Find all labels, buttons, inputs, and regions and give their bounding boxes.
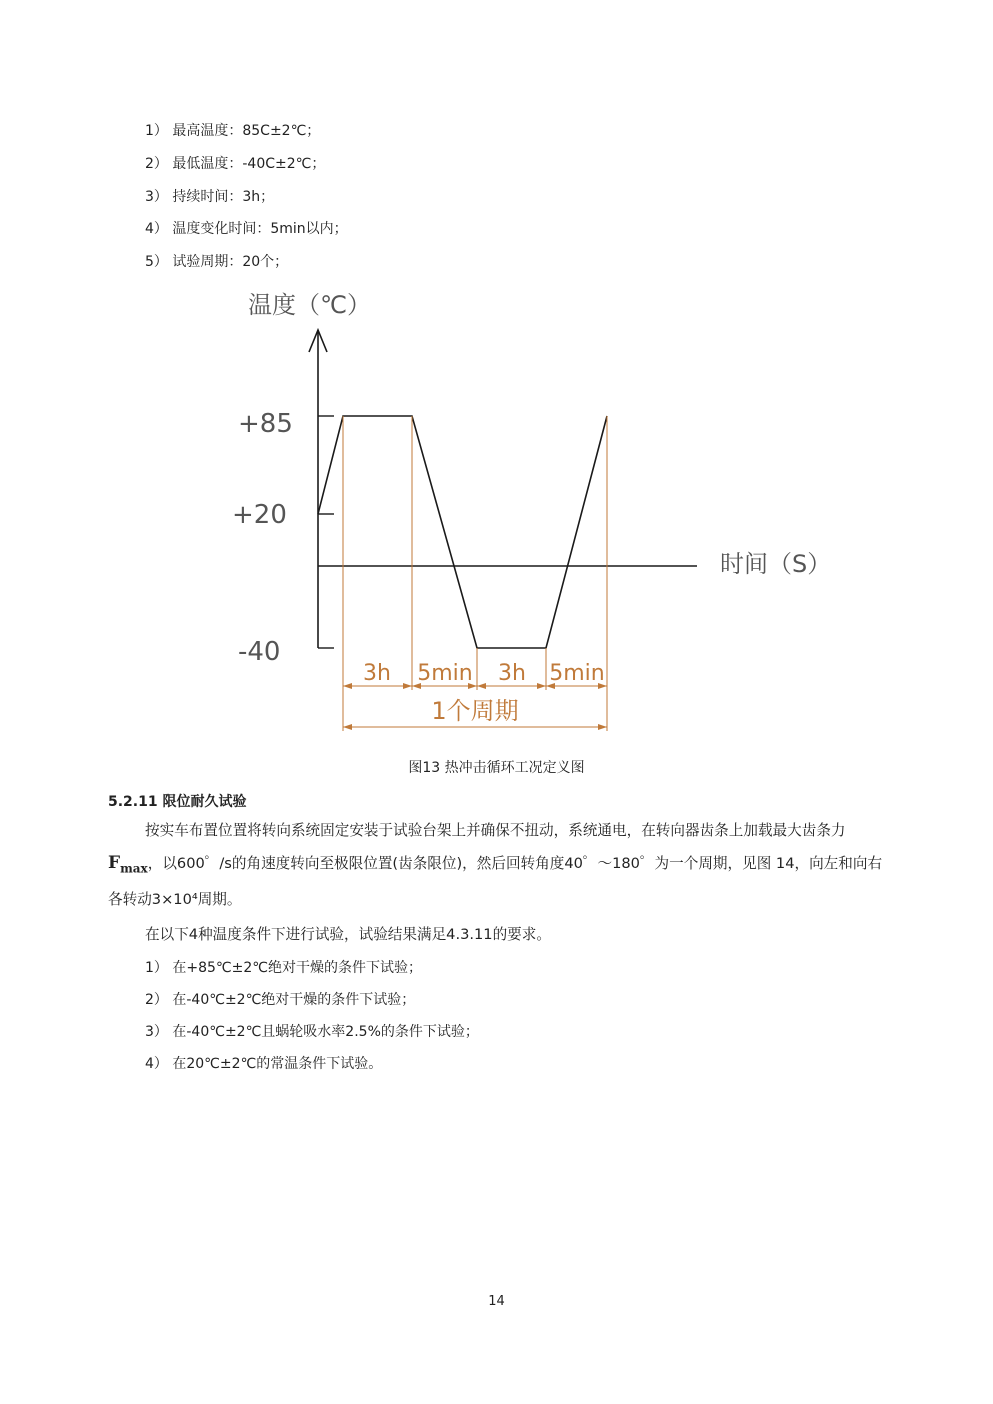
paragraph-1-part-b: ，以600゜/s的角速度转向至极限位置(齿条限位)，然后回转角度40゜～180゜为一个周期，见图 14，向左和向右各转动3×10⁴周期。: [108, 855, 883, 909]
temperature-curve: [318, 416, 607, 648]
y-tick-20: +20: [232, 500, 287, 530]
paragraph-1-part-a: 按实车布置位置将转向系统固定安装于试验台架上并确保不扭动，系统通电，在转向器齿条上加载最大齿条力: [145, 822, 846, 839]
param-cycles: 5） 试验周期：20个；: [145, 254, 289, 270]
param-duration: 3） 持续时间：3h；: [145, 189, 275, 205]
dim-arrow: [537, 683, 546, 689]
param-transition-time: 4） 温度变化时间：5min以内；: [145, 221, 348, 237]
condition-2: 2） 在-40℃±2℃绝对干燥的条件下试验；: [145, 992, 416, 1008]
fmax-main: F: [108, 853, 121, 873]
y-axis-label: 温度（℃）: [248, 291, 371, 319]
condition-1: 1） 在+85℃±2℃绝对干燥的条件下试验；: [145, 960, 422, 976]
fmax-subscript: max: [120, 861, 148, 876]
dim-arrow: [598, 724, 607, 730]
section-paragraph-2: 在以下4种温度条件下进行试验，试验结果满足4.3.11的要求。: [145, 926, 551, 943]
condition-4: 4） 在20℃±2℃的常温条件下试验。: [145, 1056, 383, 1072]
segment-label-5min-1: 5min: [417, 661, 473, 686]
y-tick-85: +85: [238, 409, 293, 439]
dim-arrow: [343, 683, 352, 689]
fmax-symbol: [108, 853, 148, 876]
section-heading: 5.2.11 限位耐久试验: [108, 794, 247, 810]
dim-arrow: [477, 683, 486, 689]
segment-label-5min-2: 5min: [549, 661, 605, 686]
y-tick-minus-40: -40: [238, 637, 281, 667]
figure-caption: 图13 热冲击循环工况定义图: [408, 760, 585, 776]
param-max-temp: 1） 最高温度：85C±2℃；: [145, 123, 321, 139]
segment-label-3h-2: 3h: [498, 661, 526, 686]
segment-label-3h-1: 3h: [363, 661, 391, 686]
param-min-temp: 2） 最低温度：-40C±2℃；: [145, 156, 326, 172]
dim-arrow: [403, 683, 412, 689]
page-number: 14: [488, 1294, 505, 1309]
x-axis-label: 时间（S）: [720, 550, 832, 578]
dim-arrow: [343, 724, 352, 730]
section-paragraph-1: [108, 815, 883, 916]
period-label: 1个周期: [431, 697, 519, 725]
condition-3: 3） 在-40℃±2℃且蜗轮吸水率2.5%的条件下试验；: [145, 1024, 479, 1040]
